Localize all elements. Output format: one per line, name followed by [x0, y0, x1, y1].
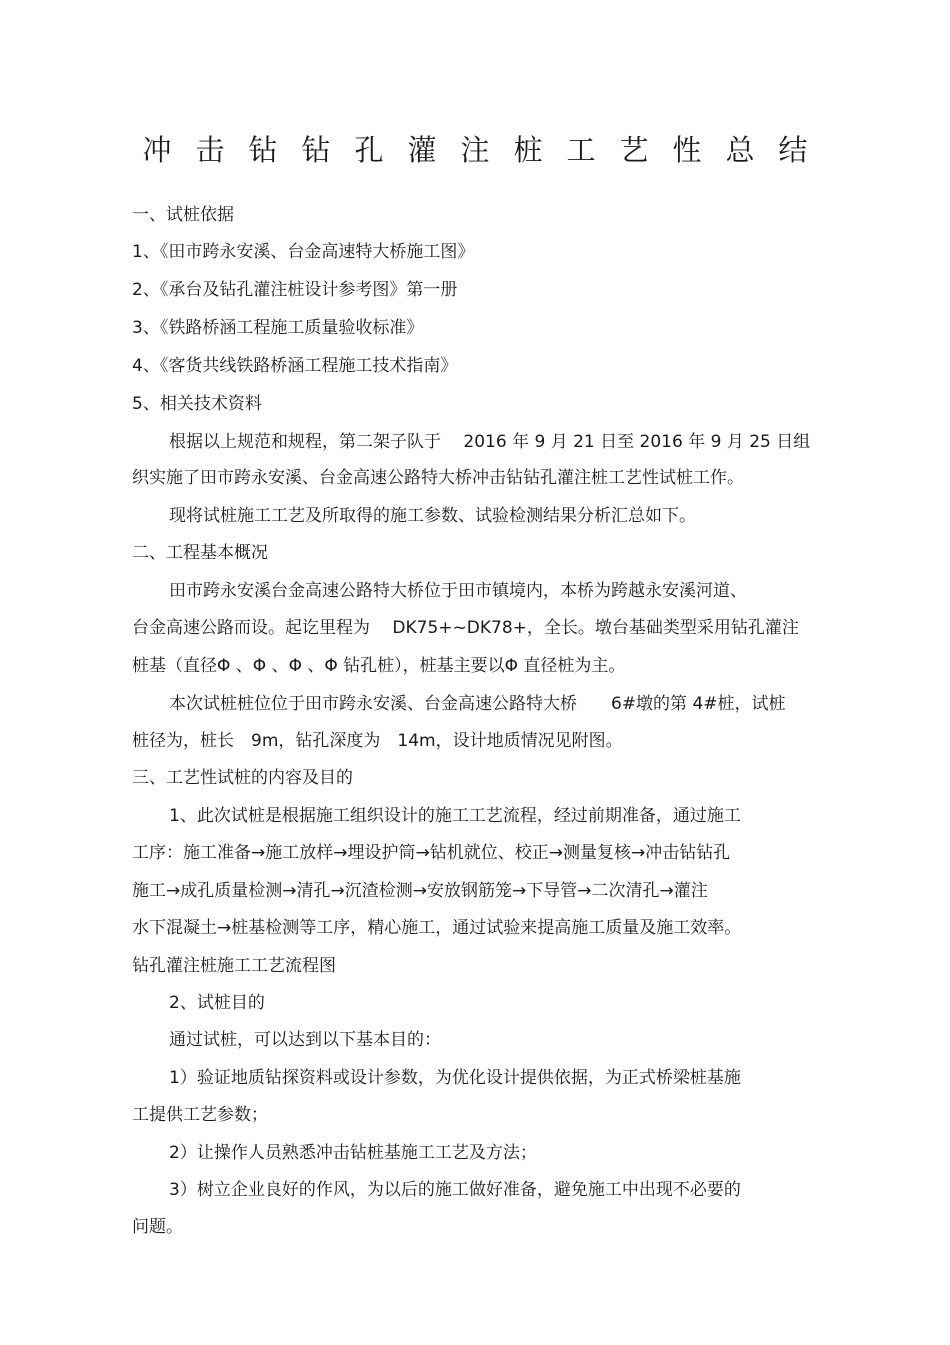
paragraph-line: 织实施了田市跨永安溪、台金高速公路特大桥冲击钻钻孔灌注桩工艺性试桩工作。	[132, 468, 744, 488]
purpose-item-3: 3）树立企业良好的作风，为以后的施工做好准备，避免施工中出现不必要的	[169, 1180, 741, 1200]
paragraph-line: 桩径为，桩长 9m，钻孔深度为 14m，设计地质情况见附图。	[132, 731, 623, 751]
paragraph-line: 桩基（直径Φ 、Φ 、Φ 、Φ 钻孔桩），桩基主要以Φ 直径桩为主。	[132, 656, 626, 676]
paragraph-line: 问题。	[132, 1217, 183, 1237]
paragraph-line: 本次试桩桩位位于田市跨永安溪、台金高速公路特大桥 6#墩的第 4#桩，试桩	[169, 694, 786, 714]
section-heading-2: 二、工程基本概况	[132, 543, 268, 563]
document-title: 冲击钻钻孔灌注桩工艺性总结	[142, 133, 832, 167]
paragraph-line: 现将试桩施工工艺及所取得的施工参数、试验检测结果分析汇总如下。	[169, 506, 696, 526]
basis-item-1: 1、《田市跨永安溪、台金高速特大桥施工图》	[132, 242, 475, 262]
basis-item-5: 5、相关技术资料	[132, 394, 262, 414]
basis-item-3: 3、《铁路桥涵工程施工质量验收标准》	[132, 318, 424, 338]
paragraph-line: 根据以上规范和规程，第二架子队于 2016 年 9 月 21 日至 2016 年 9 月 25 日组	[169, 432, 811, 452]
figure-caption: 钻孔灌注桩施工工艺流程图	[132, 956, 336, 976]
basis-item-4: 4、《客货共线铁路桥涵工程施工技术指南》	[132, 356, 458, 376]
basis-item-2: 2、《承台及钻孔灌注桩设计参考图》第一册	[132, 280, 458, 300]
subsection-heading: 2、试桩目的	[169, 993, 265, 1013]
paragraph-line: 工提供工艺参数；	[132, 1105, 268, 1125]
paragraph-line: 水下混凝土→桩基检测等工序，精心施工，通过试验来提高施工质量及施工效率。	[132, 918, 742, 938]
purpose-item-2: 2）让操作人员熟悉冲击钻桩基施工工艺及方法；	[169, 1143, 537, 1163]
paragraph-line: 施工→成孔质量检测→清孔→沉渣检测→安放钢筋笼→下导管→二次清孔→灌注	[132, 881, 708, 901]
paragraph-line: 台金高速公路而设。起讫里程为 DK75+~DK78+，全长。墩台基础类型采用钻孔灌注	[132, 618, 799, 638]
purpose-item-1: 1）验证地质钻探资料或设计参数，为优化设计提供依据，为正式桥梁桩基施	[169, 1068, 741, 1088]
paragraph-line: 田市跨永安溪台金高速公路特大桥位于田市镇境内，本桥为跨越永安溪河道、	[169, 581, 747, 601]
section-heading-1: 一、试桩依据	[132, 205, 234, 225]
paragraph-line: 工序：施工准备→施工放样→埋设护筒→钻机就位、校正→测量复核→冲击钻钻孔	[132, 843, 731, 863]
paragraph-line: 1、此次试桩是根据施工组织设计的施工工艺流程，经过前期准备，通过施工	[169, 806, 741, 826]
section-heading-3: 三、工艺性试桩的内容及目的	[132, 768, 353, 788]
paragraph-line: 通过试桩，可以达到以下基本目的：	[169, 1030, 441, 1050]
